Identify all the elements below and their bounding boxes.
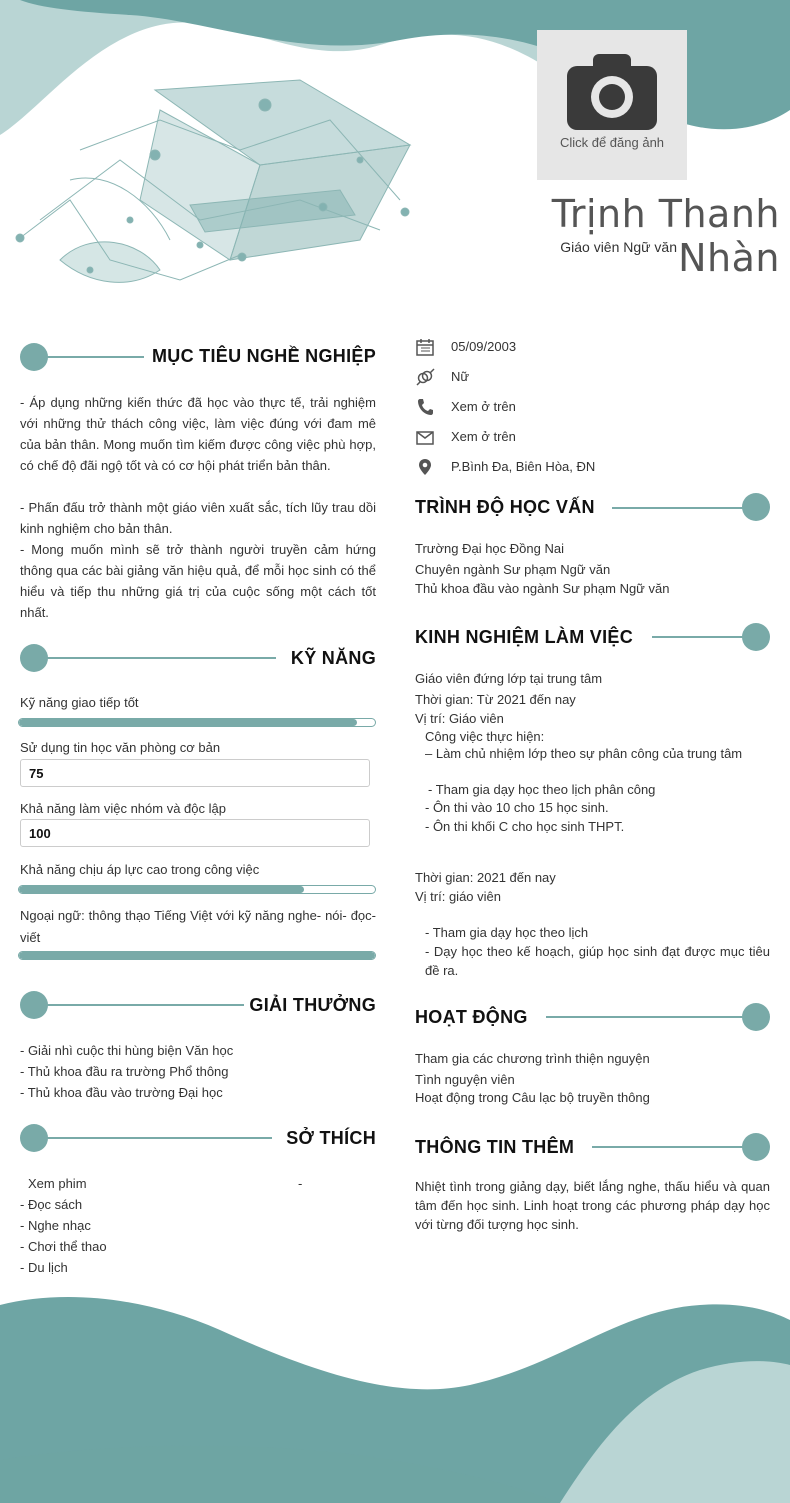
section-rule (34, 1137, 272, 1139)
section-rule (592, 1146, 757, 1148)
skill-label: Kỹ năng giao tiếp tốt (20, 695, 139, 710)
awards-title: GIẢI THƯỞNG (249, 995, 376, 1015)
objective-text: - Áp dụng những kiến thức đã học vào thực tế, trải nghiệm với những thử thách công việc, làm việc đúng với đam mê của bản thân. Mong muốn tìm kiếm được công việc phù hợp, có chế độ đãi ngộ tốt và có cơ hội phát triển bản thân. (20, 395, 376, 473)
photo-upload[interactable] (537, 30, 687, 180)
job-duty: - Tham gia dạy học theo lịch phân công (428, 782, 656, 797)
skills-title: KỸ NĂNG (290, 648, 376, 668)
more-info-title: THÔNG TIN THÊM (415, 1137, 575, 1157)
gender-icon (415, 367, 435, 387)
calendar-icon (415, 337, 435, 357)
section-dot (742, 623, 770, 651)
phone-icon (415, 397, 435, 417)
skill-label: Ngoại ngữ: thông thạo Tiếng Việt với kỹ năng nghe- nói- đọc- viết (20, 908, 376, 945)
skill-progress-bar (18, 718, 376, 727)
objective-title: MỤC TIÊU NGHỀ NGHIỆP (151, 346, 376, 366)
phone-text: Xem ở trên (451, 399, 516, 414)
graduation-illustration (16, 80, 410, 282)
activities-title: HOẠT ĐỘNG (415, 1007, 528, 1027)
hobby-item: Xem phim (28, 1176, 87, 1191)
location-icon (415, 457, 435, 477)
activity-line: Tham gia các chương trình thiện nguyện (415, 1051, 650, 1066)
section-rule (34, 657, 276, 659)
gender-text: Nữ (451, 369, 470, 384)
skill-progress-fill (19, 952, 375, 959)
email-text: Xem ở trên (451, 429, 516, 444)
education-line: Thủ khoa đầu vào ngành Sư phạm Ngữ văn (415, 581, 670, 596)
education-line: Chuyên ngành Sư phạm Ngữ văn (415, 562, 611, 577)
job-duty: - Ôn thi vào 10 cho 15 học sinh. (425, 800, 609, 815)
bottom-wave-decoration (0, 1290, 790, 1503)
section-rule (546, 1016, 757, 1018)
job-name: Giáo viên đứng lớp tại trung tâm (415, 671, 603, 686)
experience-title: KINH NGHIỆM LÀM VIỆC (415, 627, 634, 647)
job-duty: - Dạy học theo kế hoạch, giúp học sinh đạt được mục tiêu đề ra. (425, 944, 770, 978)
activity-line: Hoạt động trong Câu lạc bộ truyền thông (415, 1090, 650, 1105)
award-item: - Thủ khoa đầu vào trường Đại học (20, 1085, 223, 1100)
candidate-name: Trịnh Thanh Nhàn (551, 192, 780, 280)
section-rule (34, 1004, 244, 1006)
objective-text-3: - Mong muốn mình sẽ trở thành người truyền cảm hứng thông qua các bài giảng văn hiệu quả, để mỗi học sinh có thể hiểu và tiếp thu những giá trị của cuộc sống một cách tốt nhất. (20, 542, 376, 620)
hobby-item: - Chơi thể thao (20, 1239, 107, 1254)
hobby-item: - Du lịch (20, 1260, 68, 1275)
skill-progress-fill (19, 886, 304, 893)
section-rule (34, 356, 144, 358)
section-dot (742, 1133, 770, 1161)
hobby-item: - Đọc sách (20, 1197, 83, 1212)
candidate-role: Giáo viên Ngữ văn (560, 239, 677, 255)
award-item: - Thủ khoa đầu ra trường Phổ thông (20, 1064, 229, 1079)
award-item: - Giải nhì cuộc thi hùng biện Văn học (20, 1043, 234, 1058)
job-position: Vị trí: giáo viên (415, 889, 501, 904)
birthday-text: 05/09/2003 (451, 339, 517, 354)
skill-progress-bar (18, 885, 376, 894)
job-duty: – Làm chủ nhiệm lớp theo sự phân công của trung tâm (425, 746, 743, 761)
skill-value-field[interactable]: 75 (20, 759, 370, 787)
email-icon (415, 427, 435, 447)
objective-text-2: - Phấn đấu trở thành một giáo viên xuất sắc, tích lũy trau dồi kinh nghiệm cho bản thân. (20, 500, 376, 536)
skill-value-field[interactable]: 100 (20, 819, 370, 847)
section-dot (742, 1003, 770, 1031)
activity-line: Tình nguyện viên (415, 1072, 515, 1087)
skill-label: Khả năng làm việc nhóm và độc lập (20, 801, 226, 816)
hobby-item: - Nghe nhạc (20, 1218, 91, 1233)
address-text: P.Bình Đa, Biên Hòa, ĐN (451, 459, 596, 474)
hobbies-title: SỞ THÍCH (286, 1128, 376, 1148)
job-duty: - Ôn thi khối C cho học sinh THPT. (425, 819, 625, 834)
job-duty: - Tham gia dạy học theo lịch (425, 925, 589, 940)
section-dot (742, 493, 770, 521)
skill-label: Sử dụng tin học văn phòng cơ bản (20, 740, 221, 755)
job-duties-title: Công việc thực hiện: (425, 729, 545, 744)
job-time: Thời gian: Từ 2021 đến nay (415, 692, 576, 707)
section-rule (612, 507, 757, 509)
skill-label: Khả năng chịu áp lực cao trong công việc (20, 862, 260, 877)
skill-progress-bar (18, 951, 376, 960)
job-position: Vị trí: Giáo viên (415, 711, 504, 726)
job-time: Thời gian: 2021 đến nay (415, 870, 556, 885)
stray-dash: - (298, 1176, 303, 1191)
camera-icon (567, 52, 657, 130)
education-line: Trường Đại học Đồng Nai (415, 541, 564, 556)
skill-progress-fill (19, 719, 357, 726)
photo-caption: Click để đăng ảnh (559, 135, 665, 150)
education-title: TRÌNH ĐỘ HỌC VẤN (415, 497, 595, 517)
more-info-text: Nhiệt tình trong giảng dạy, biết lắng nghe, thấu hiểu và quan tâm đến học sinh. Linh hoạt trong các phương pháp dạy học với từng đối tượng học sinh. (415, 1179, 770, 1232)
